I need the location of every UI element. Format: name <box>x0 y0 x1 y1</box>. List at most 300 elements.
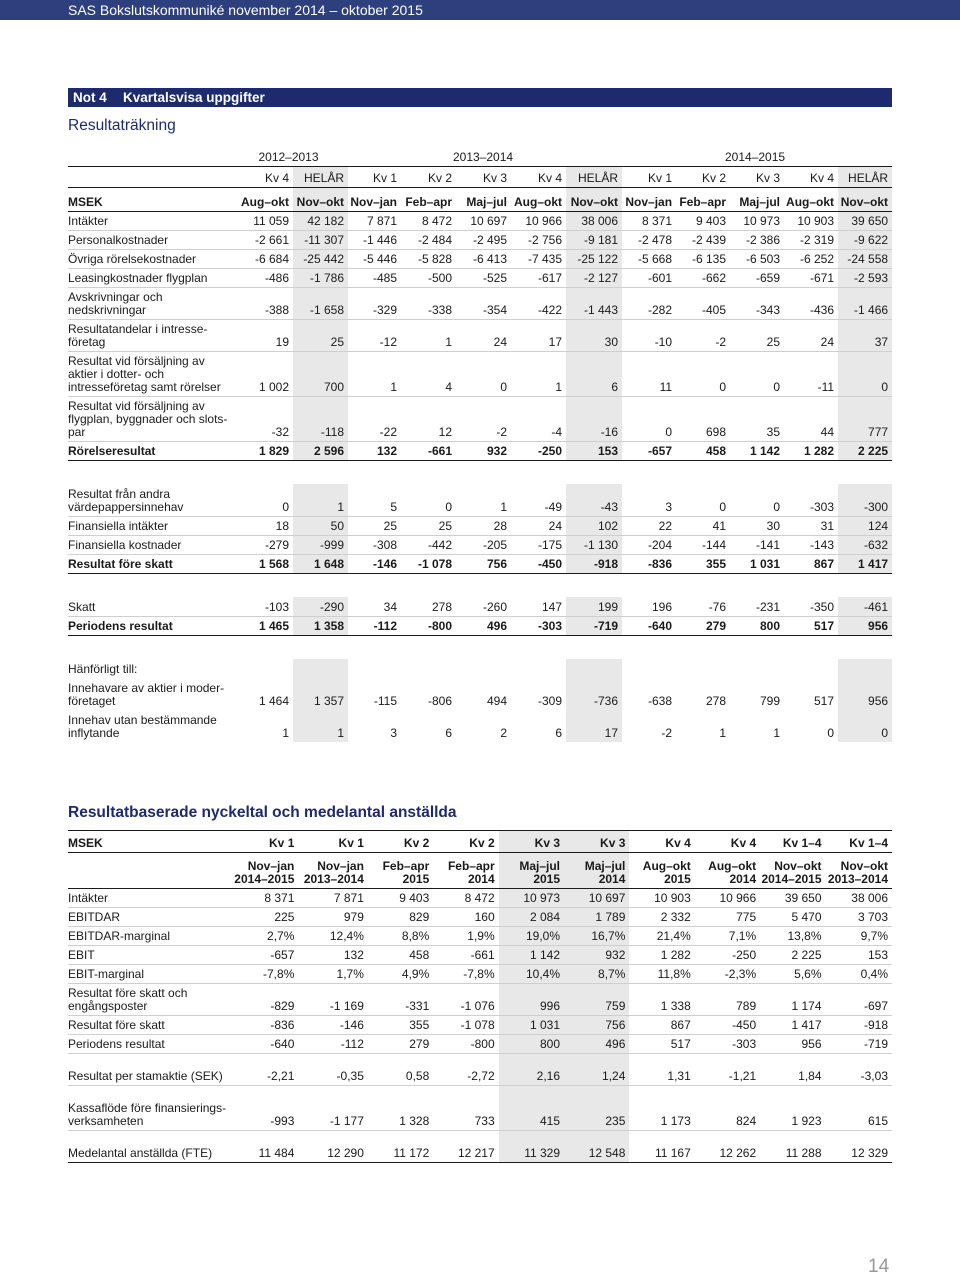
period-years: 2014 <box>729 872 757 886</box>
value-cell: -10 <box>622 319 676 351</box>
value-cell: 789 <box>695 984 760 1016</box>
value-cell: 1 568 <box>233 554 293 573</box>
value-cell: -300 <box>838 484 892 516</box>
spacer-row <box>68 460 892 484</box>
table-row <box>68 946 892 965</box>
value-cell: -657 <box>230 946 298 965</box>
period-months: Nov–jan <box>317 859 364 873</box>
value-cell: -661 <box>401 441 456 460</box>
value-cell: 4 <box>401 351 456 396</box>
value-cell: 11 172 <box>368 1131 433 1163</box>
value-cell: -800 <box>433 1035 498 1054</box>
value-cell: 10 903 <box>629 889 694 908</box>
month-header: Aug–okt <box>511 187 566 211</box>
value-cell: -22 <box>348 396 401 441</box>
value-cell: 11,8% <box>629 965 694 984</box>
value-cell: -1 169 <box>298 984 368 1016</box>
value-cell: -250 <box>695 946 760 965</box>
period-months: Nov–jan <box>247 859 295 873</box>
value-cell: -659 <box>730 268 784 287</box>
table-row <box>68 889 892 908</box>
period-header <box>760 853 825 889</box>
value-cell: 153 <box>566 441 622 460</box>
value-cell: 25 <box>730 319 784 351</box>
value-cell: -343 <box>730 287 784 319</box>
value-cell: 24 <box>784 319 838 351</box>
header-spacer <box>68 166 233 187</box>
value-cell: 1 923 <box>760 1086 825 1131</box>
quarter-header-row <box>68 166 892 187</box>
value-cell: -112 <box>348 616 401 635</box>
value-cell: 775 <box>695 908 760 927</box>
value-cell: 1 <box>293 484 348 516</box>
row-label: Resultat före skatt <box>68 554 233 573</box>
value-cell: 10 966 <box>511 211 566 230</box>
value-cell: -49 <box>511 484 566 516</box>
value-cell: -282 <box>622 287 676 319</box>
table-row <box>68 659 892 678</box>
value-cell: 0 <box>730 351 784 396</box>
value-cell: 496 <box>564 1035 629 1054</box>
quarter-header: Kv 4 <box>784 166 838 187</box>
quarter-header: Kv 2 <box>676 166 730 187</box>
value-cell <box>676 659 730 678</box>
value-cell: -2 127 <box>566 268 622 287</box>
value-cell: -918 <box>826 1016 892 1035</box>
period-header <box>230 853 298 889</box>
value-cell: -1 078 <box>401 554 456 573</box>
row-label: Kassaflöde före finansierings-verksamheten <box>68 1086 230 1131</box>
value-cell: -2 386 <box>730 230 784 249</box>
table-row <box>68 484 892 516</box>
value-cell: -5 668 <box>622 249 676 268</box>
quarter-header: Kv 1 <box>298 831 368 853</box>
value-cell: 225 <box>230 908 298 927</box>
value-cell: 1 <box>511 351 566 396</box>
value-cell: -144 <box>676 535 730 554</box>
quarter-header-row <box>68 831 892 853</box>
value-cell: 132 <box>348 441 401 460</box>
row-label: EBITDAR-marginal <box>68 927 230 946</box>
value-cell: 102 <box>566 516 622 535</box>
value-cell: 25 <box>348 516 401 535</box>
value-cell: -2 319 <box>784 230 838 249</box>
value-cell: 496 <box>456 616 511 635</box>
value-cell: 34 <box>348 597 401 616</box>
table-row <box>68 1016 892 1035</box>
value-cell: -7,8% <box>230 965 298 984</box>
note-number: Not 4 <box>73 90 107 105</box>
row-label: Medelantal anställda (FTE) <box>68 1131 230 1163</box>
value-cell: 30 <box>566 319 622 351</box>
value-cell: 829 <box>368 908 433 927</box>
value-cell: -450 <box>695 1016 760 1035</box>
value-cell: 756 <box>564 1016 629 1035</box>
value-cell: 355 <box>676 554 730 573</box>
value-cell: -486 <box>233 268 293 287</box>
row-label: Resultatandelar i intresse-företag <box>68 319 233 351</box>
value-cell: -388 <box>233 287 293 319</box>
value-cell: 1 357 <box>293 678 348 710</box>
value-cell: 19 <box>233 319 293 351</box>
value-cell: -4 <box>511 396 566 441</box>
value-cell: -250 <box>511 441 566 460</box>
value-cell: -2 495 <box>456 230 511 249</box>
table-row <box>68 516 892 535</box>
quarter-header: Kv 2 <box>433 831 498 853</box>
value-cell: 35 <box>730 396 784 441</box>
month-header: Maj–jul <box>730 187 784 211</box>
value-cell: 517 <box>784 616 838 635</box>
value-cell: 1 789 <box>564 908 629 927</box>
table-row <box>68 268 892 287</box>
value-cell: 12 262 <box>695 1131 760 1163</box>
value-cell: -836 <box>622 554 676 573</box>
value-cell: 932 <box>564 946 629 965</box>
row-label: Skatt <box>68 597 233 616</box>
period-years: 2014–2015 <box>234 872 295 886</box>
row-label: Hänförligt till: <box>68 662 138 676</box>
value-cell: -2,3% <box>695 965 760 984</box>
month-header: Nov–okt <box>566 187 622 211</box>
table-row <box>68 927 892 946</box>
quarter-header: Kv 2 <box>368 831 433 853</box>
value-cell: 44 <box>784 396 838 441</box>
period-months: Aug–okt <box>642 859 691 873</box>
value-cell: 6 <box>555 726 563 740</box>
value-cell: -331 <box>368 984 433 1016</box>
value-cell: 733 <box>433 1086 498 1131</box>
period-years: 2013–2014 <box>303 872 364 886</box>
value-cell: -993 <box>230 1086 298 1131</box>
value-cell: 1 <box>719 726 727 740</box>
header-spacer <box>68 853 230 889</box>
value-cell: 0 <box>827 726 835 740</box>
value-cell: -736 <box>566 678 622 710</box>
row-label: Resultat före skatt och engångsposter <box>68 984 230 1016</box>
row-label: Avskrivningar och nedskrivningar <box>68 287 233 319</box>
value-cell: -640 <box>622 616 676 635</box>
value-cell: 777 <box>838 396 892 441</box>
value-cell: 1 417 <box>838 554 892 573</box>
row-label: Innehav utan bestämmande inflytande <box>68 713 217 740</box>
value-cell: -1 466 <box>838 287 892 319</box>
value-cell: 1 338 <box>629 984 694 1016</box>
value-cell: 38 006 <box>826 889 892 908</box>
value-cell: 1,84 <box>760 1054 825 1086</box>
quarter-header: Kv 4 <box>511 166 566 187</box>
value-cell: 0 <box>622 396 676 441</box>
row-label: Intäkter <box>68 889 230 908</box>
value-cell: -405 <box>676 287 730 319</box>
value-cell: 9 403 <box>368 889 433 908</box>
table-row <box>68 351 892 396</box>
value-cell: -115 <box>373 694 398 708</box>
month-header-row <box>68 187 892 211</box>
value-cell: 2 596 <box>293 441 348 460</box>
value-cell: 1,7% <box>298 965 368 984</box>
value-cell: 17 <box>566 710 622 742</box>
quarter-header: Kv 1 <box>348 166 401 187</box>
value-cell: 1 002 <box>233 351 293 396</box>
spacer-row <box>68 635 892 659</box>
value-cell: 494 <box>486 694 508 708</box>
value-cell: -719 <box>566 616 622 635</box>
value-cell: -43 <box>566 484 622 516</box>
row-label: Finansiella kostnader <box>68 535 233 554</box>
value-cell: 39 650 <box>838 211 892 230</box>
value-cell: -6 684 <box>233 249 293 268</box>
value-cell: 0 <box>233 484 293 516</box>
value-cell: -450 <box>511 554 566 573</box>
currency-label: MSEK <box>68 187 233 211</box>
month-header: Nov–okt <box>838 187 892 211</box>
value-cell: 25 <box>401 516 456 535</box>
value-cell: -829 <box>230 984 298 1016</box>
quarter-header: Kv 4 <box>233 166 293 187</box>
value-cell: -76 <box>676 597 730 616</box>
value-cell: 759 <box>564 984 629 1016</box>
row-label: Personalkostnader <box>68 230 233 249</box>
currency-label: MSEK <box>68 831 230 853</box>
table-row <box>68 211 892 230</box>
row-label: Periodens resultat <box>68 1035 230 1054</box>
quarter-header: Kv 2 <box>401 166 456 187</box>
row-label: Rörelseresultat <box>68 441 233 460</box>
value-cell: 1 031 <box>730 554 784 573</box>
value-cell: 11 329 <box>499 1131 564 1163</box>
value-cell: -309 <box>537 694 563 708</box>
value-cell: -12 <box>348 319 401 351</box>
value-cell <box>566 659 622 678</box>
value-cell: 42 182 <box>293 211 348 230</box>
value-cell: -1 076 <box>433 984 498 1016</box>
value-cell: 8,8% <box>368 927 433 946</box>
value-cell: 278 <box>706 694 727 708</box>
value-cell: -338 <box>401 287 456 319</box>
month-header: Nov–okt <box>293 187 348 211</box>
value-cell: -1 658 <box>293 287 348 319</box>
value-cell: -6 135 <box>676 249 730 268</box>
period-years: 2015 <box>664 872 691 886</box>
value-cell: -7,8% <box>433 965 498 984</box>
quarter-header: Kv 3 <box>730 166 784 187</box>
value-cell: -640 <box>230 1035 298 1054</box>
value-cell: 517 <box>629 1035 694 1054</box>
quarter-header: Kv 1–4 <box>760 831 825 853</box>
value-cell: -118 <box>293 396 348 441</box>
value-cell: -329 <box>348 287 401 319</box>
value-cell: -601 <box>622 268 676 287</box>
value-cell: -697 <box>826 984 892 1016</box>
value-cell: -204 <box>622 535 676 554</box>
table-row <box>68 554 892 573</box>
row-label: Resultat vid försäljning av aktier i dotter- och intresseföretag samt rörelser <box>68 351 233 396</box>
value-cell: 11 <box>622 351 676 396</box>
row-label: Periodens resultat <box>68 616 233 635</box>
value-cell: 24 <box>456 319 511 351</box>
quarter-header: Kv 3 <box>499 831 564 853</box>
value-cell: 124 <box>838 516 892 535</box>
kpi-title: Resultatbaserade nyckeltal och medelantal anställda <box>68 804 457 821</box>
value-cell: -279 <box>233 535 293 554</box>
value-cell: 37 <box>838 319 892 351</box>
table-row <box>68 908 892 927</box>
value-cell: 458 <box>676 441 730 460</box>
value-cell <box>293 659 348 678</box>
value-cell: -308 <box>348 535 401 554</box>
value-cell: 867 <box>784 554 838 573</box>
period-header: 2012–2013 <box>258 149 319 164</box>
page-number: 14 <box>868 1256 890 1274</box>
value-cell: -354 <box>456 287 511 319</box>
value-cell: 235 <box>564 1086 629 1131</box>
value-cell: 39 650 <box>760 889 825 908</box>
value-cell <box>622 659 676 678</box>
value-cell: 10 973 <box>730 211 784 230</box>
value-cell: 700 <box>293 351 348 396</box>
value-cell: 1 282 <box>784 441 838 460</box>
value-cell: -6 413 <box>456 249 511 268</box>
value-cell: 16,7% <box>564 927 629 946</box>
value-cell: 50 <box>293 516 348 535</box>
value-cell: -638 <box>648 694 673 708</box>
value-cell: 132 <box>298 946 368 965</box>
value-cell: -7 435 <box>511 249 566 268</box>
value-cell: -671 <box>784 268 838 287</box>
value-cell: -9 622 <box>838 230 892 249</box>
value-cell: 12 217 <box>433 1131 498 1163</box>
value-cell: 1 465 <box>233 616 293 635</box>
value-cell: 1,24 <box>564 1054 629 1086</box>
value-cell: 24 <box>511 516 566 535</box>
value-cell: -303 <box>695 1035 760 1054</box>
period-header <box>298 853 368 889</box>
value-cell: 1 <box>348 351 401 396</box>
table-row <box>68 535 892 554</box>
value-cell <box>401 659 456 678</box>
value-cell: 30 <box>730 516 784 535</box>
value-cell: 6 <box>445 726 453 740</box>
month-header: Feb–apr <box>676 187 730 211</box>
quarter-header: Kv 1–4 <box>826 831 892 853</box>
value-cell: 2 332 <box>629 908 694 927</box>
value-cell: 279 <box>676 616 730 635</box>
value-cell: 10 966 <box>695 889 760 908</box>
value-cell: 5 470 <box>760 908 825 927</box>
value-cell: 5,6% <box>760 965 825 984</box>
value-cell: -2 <box>456 396 511 441</box>
value-cell: 19,0% <box>499 927 564 946</box>
value-cell: 2 225 <box>760 946 825 965</box>
period-header <box>695 853 760 889</box>
value-cell: -260 <box>456 597 511 616</box>
value-cell: -25 122 <box>566 249 622 268</box>
value-cell: -146 <box>348 554 401 573</box>
table-row <box>68 984 892 1016</box>
value-cell: 8 472 <box>401 211 456 230</box>
value-cell: 3 703 <box>826 908 892 927</box>
value-cell: 31 <box>784 516 838 535</box>
month-header: Maj–jul <box>456 187 511 211</box>
value-cell: -2,72 <box>433 1054 498 1086</box>
row-label: Resultat från andra värdepappersinnehav <box>68 484 233 516</box>
value-cell: 22 <box>622 516 676 535</box>
value-cell: 1 464 <box>258 694 289 708</box>
period-years: 2014 <box>598 872 626 886</box>
value-cell: 10 973 <box>499 889 564 908</box>
value-cell: -999 <box>293 535 348 554</box>
table-row <box>68 1054 892 1086</box>
table-row <box>68 1086 892 1131</box>
period-header-row <box>68 853 892 889</box>
value-cell: 799 <box>760 694 781 708</box>
period-header <box>826 853 892 889</box>
income-statement-title: Resultaträkning <box>68 117 176 134</box>
value-cell: 196 <box>622 597 676 616</box>
month-header: Nov–jan <box>622 187 676 211</box>
value-cell: 6 <box>566 351 622 396</box>
quarter-header: HELÅR <box>293 166 348 187</box>
value-cell: 11 484 <box>230 1131 298 1163</box>
value-cell: -436 <box>784 287 838 319</box>
value-cell: -662 <box>676 268 730 287</box>
value-cell: 278 <box>401 597 456 616</box>
table-row <box>68 965 892 984</box>
value-cell: -632 <box>838 535 892 554</box>
value-cell: -303 <box>511 616 566 635</box>
value-cell: -1 446 <box>348 230 401 249</box>
spacer-cell <box>68 635 892 659</box>
value-cell: 18 <box>233 516 293 535</box>
value-cell: 1 <box>401 319 456 351</box>
value-cell: 7,1% <box>695 927 760 946</box>
period-years: 2013–2014 <box>827 872 888 886</box>
spacer-cell <box>68 460 892 484</box>
table-row <box>68 319 892 351</box>
value-cell: -2 478 <box>622 230 676 249</box>
value-cell: -6 252 <box>784 249 838 268</box>
row-label: Innehavare av aktier i moder-företaget <box>68 681 225 708</box>
row-label: Resultat vid försäljning av flygplan, byggnader och slots-par <box>68 396 233 441</box>
table-row <box>68 616 892 635</box>
period-months: Nov–okt <box>840 859 888 873</box>
table-row <box>68 396 892 441</box>
value-cell: -442 <box>401 535 456 554</box>
row-label: Resultat per stamaktie (SEK) <box>68 1054 230 1086</box>
quarter-header: HELÅR <box>566 166 622 187</box>
value-cell: 199 <box>566 597 622 616</box>
value-cell: -3,03 <box>826 1054 892 1086</box>
value-cell: -617 <box>511 268 566 287</box>
period-months: Nov–okt <box>774 859 822 873</box>
value-cell <box>233 659 293 678</box>
value-cell: -800 <box>401 616 456 635</box>
value-cell: 5 <box>348 484 401 516</box>
spacer-cell <box>68 573 892 597</box>
value-cell: -918 <box>566 554 622 573</box>
value-cell: -205 <box>456 535 511 554</box>
value-cell: 7 871 <box>298 889 368 908</box>
value-cell: 1 031 <box>499 1016 564 1035</box>
table-row <box>68 230 892 249</box>
value-cell <box>348 659 401 678</box>
value-cell: -16 <box>566 396 622 441</box>
period-header <box>433 853 498 889</box>
value-cell: 1 <box>456 484 511 516</box>
period-header <box>564 853 629 889</box>
period-years: 2014–2015 <box>761 872 822 886</box>
